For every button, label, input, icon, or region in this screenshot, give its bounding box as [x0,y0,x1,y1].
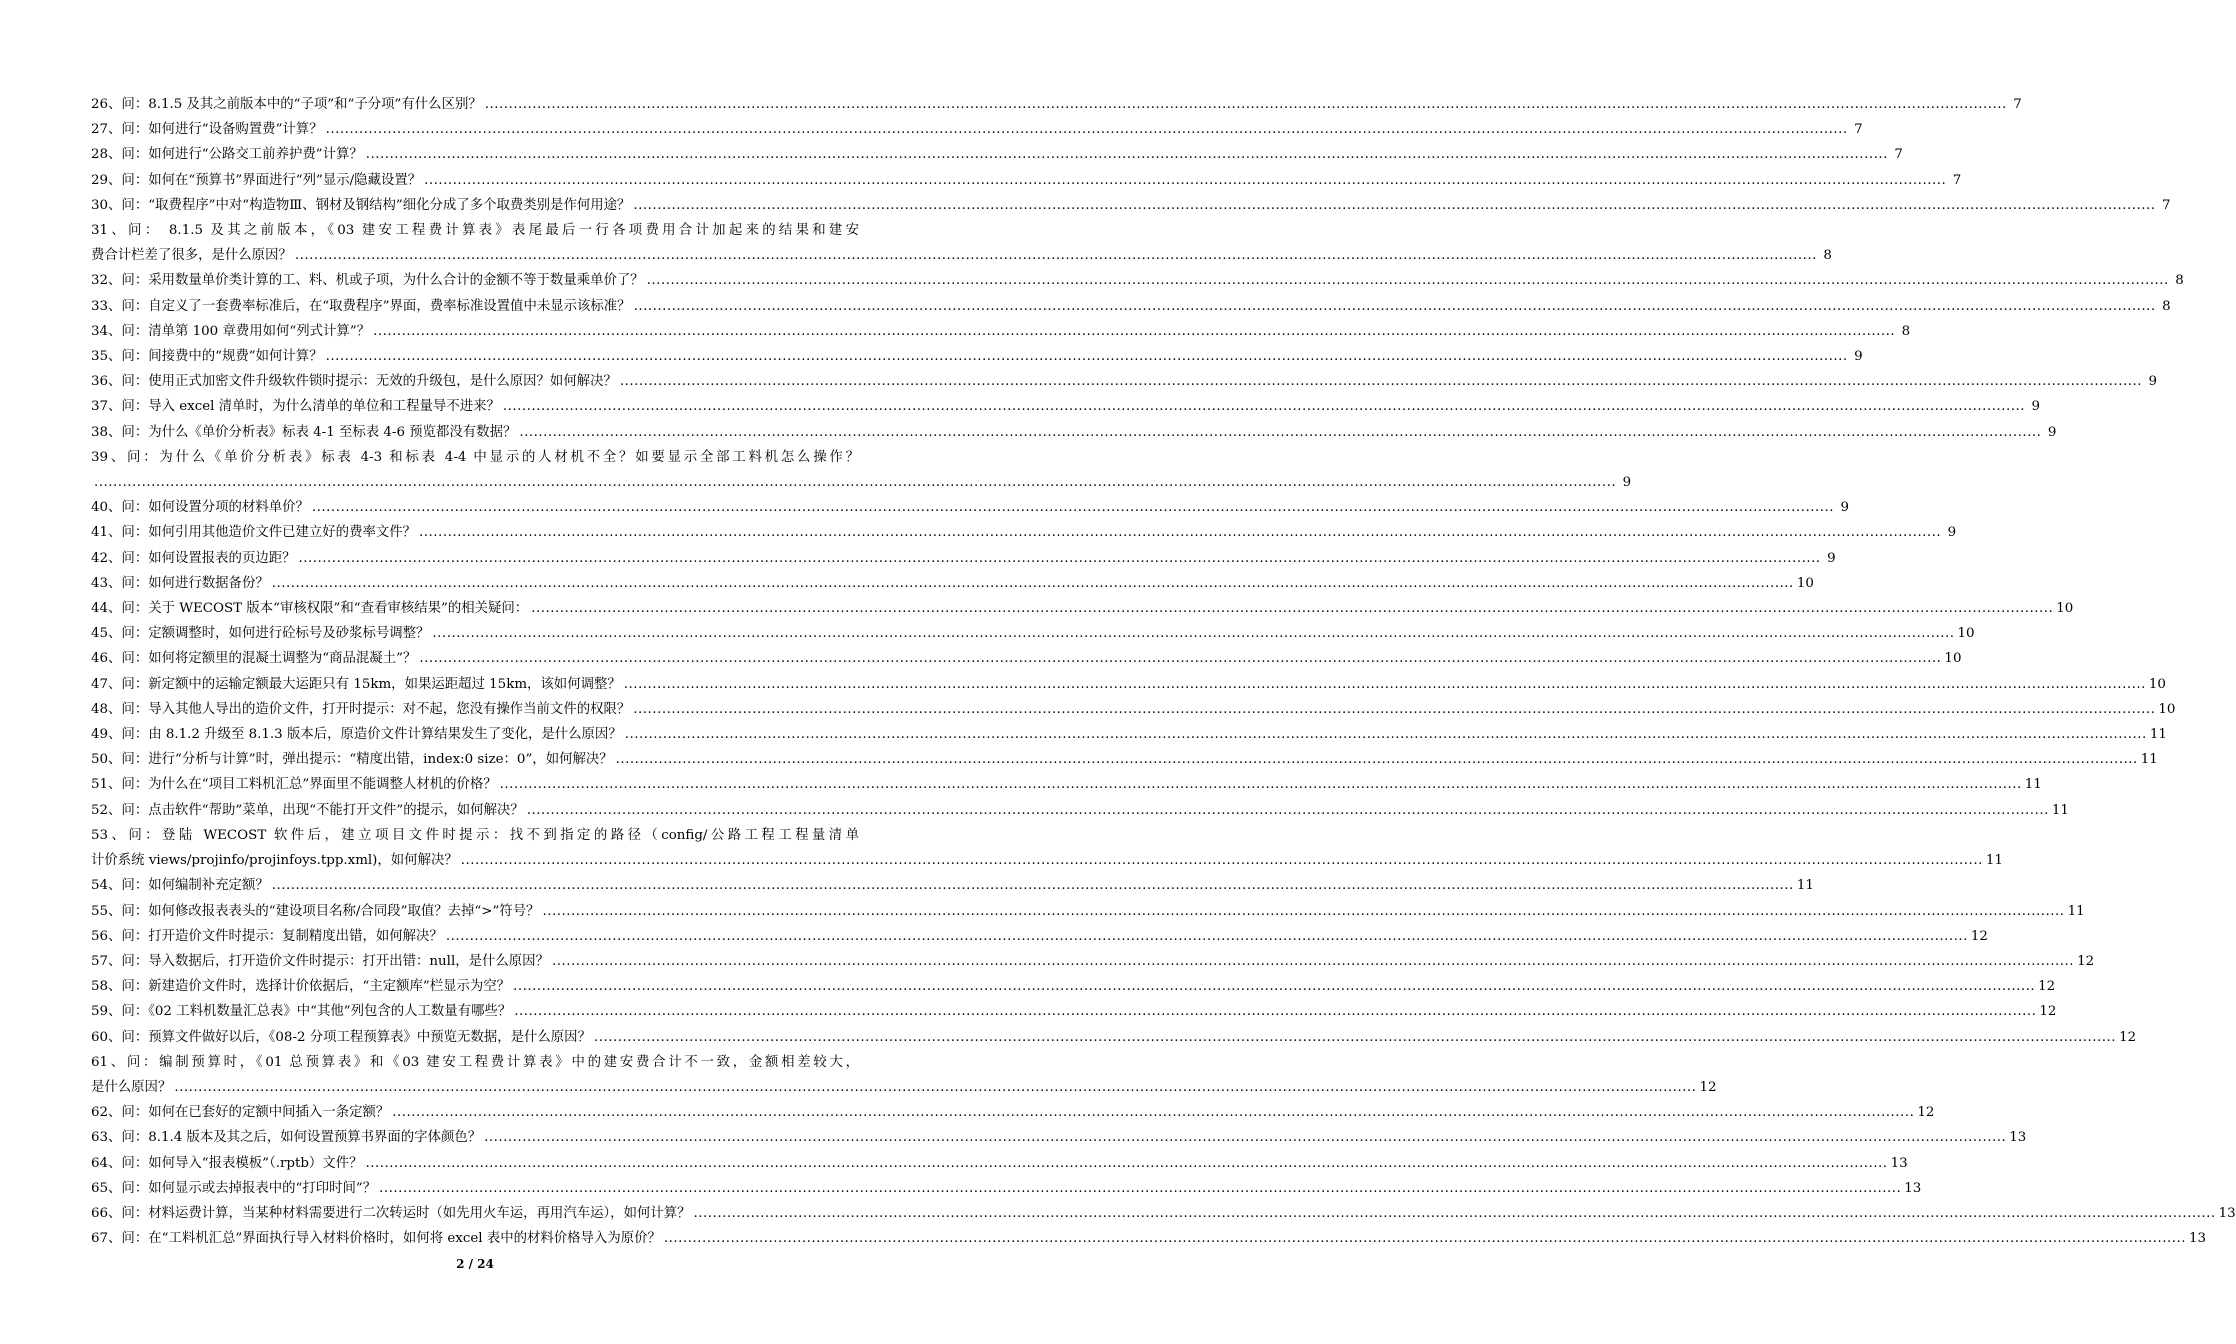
dot-leader [432,621,1954,646]
toc-page-number: 9 [1622,475,1632,491]
toc-entry-label: 46、问：如何将定额里的混凝土调整为“商品混凝土”？ [91,651,417,667]
dot-leader [634,294,2156,319]
toc-page-number: 8 [2162,298,2171,314]
toc-page-number: 7 [2013,97,2022,112]
toc-entry-label: 55、问：如何修改报表表头的“建设项目名称/合同段”取值？去掉“>”符号？ [91,903,540,919]
toc-page-number: 13 [2188,1231,2207,1247]
toc-entry-label: 49、问：由 8.1.2 升级至 8.1.3 版本后，原造价文件计算结果发生了变化，是什么原因？ [91,727,622,743]
dot-leader [366,142,1888,167]
dot-leader [625,722,2147,747]
dot-leader [326,344,1848,369]
toc-entry-label: 29、问：如何在“预算书”界面进行“列”显示/隐藏设置？ [91,172,422,188]
toc-entry[interactable] [91,369,2157,394]
toc-entry[interactable] [91,319,1911,344]
toc-entry-label-line1: 39、问：为什么《单价分析表》标表 4-3 和标表 4-4 中显示的人材机不全？如要显示全部工料机怎么操作？ [91,449,859,465]
toc-entry[interactable] [91,899,2085,924]
dot-leader [379,1176,1901,1201]
toc-page-number: 12 [1917,1105,1935,1121]
dot-leader [446,924,1968,949]
toc-page-number: 10 [2158,701,2176,717]
toc-page-number: 12 [1970,928,1988,944]
dot-leader [531,596,2053,621]
toc-entry-label: 47、问：新定额中的运输定额最大运距只有 15km，如果运距超过 15km，该如何调整？ [91,676,621,692]
toc-page-number: 11 [2140,752,2158,768]
toc-entry[interactable] [91,142,1903,167]
toc-entry-label: 28、问：如何进行“公路交工前养护费”计算？ [91,147,363,163]
dot-leader [419,520,1941,545]
toc-entry-label: 37、问：导入 excel 清单时，为什么清单的单位和工程量导不进来？ [91,399,500,415]
dot-leader [624,672,2146,697]
toc-entry-label: 63、问：8.1.4 版本及其之后，如何设置预算书界面的字体颜色？ [91,1130,482,1146]
toc-entry-label: 45、问：定额调整时，如何进行砼标号及砂浆标号调整？ [91,626,430,642]
toc-page-number: 12 [2038,979,2056,995]
dot-leader [365,1151,1887,1176]
toc-entry-label: 65、问：如何显示或去掉报表中的“打印时间”？ [91,1180,377,1196]
dot-leader [272,873,1794,898]
toc-entry[interactable] [91,294,2171,319]
toc-entry-label-line2: 费合计栏差了很多，是什么原因？ [91,248,292,264]
dot-leader [484,1125,2006,1150]
dot-leader [694,1201,2216,1226]
toc-page-number: 12 [2077,953,2095,969]
dot-leader [500,772,2022,797]
toc-entry-label: 67、问：在“工料机汇总”界面执行导入材料价格时，如何将 excel 表中的材料价格导入为原价？ [91,1231,661,1247]
dot-leader [620,369,2142,394]
toc-page-number: 9 [2047,424,2057,440]
toc-page-number: 7 [1952,172,1962,188]
toc-page-number: 12 [2039,1004,2057,1020]
toc-entry[interactable] [91,1201,2236,1226]
toc-entry[interactable] [91,772,2042,797]
page-number: 2 / 24 [456,1257,494,1271]
toc-entry-label-line2: 计价系统 views/projinfo/projinfoys.tpp.xml)，如何解决？ [91,853,458,869]
toc-entry-line2 [91,243,1832,268]
toc-entry-multiline[interactable] [91,1050,1717,1100]
toc-entry-label: 50、问：进行“分析与计算”时，弹出提示：“精度出错，index:0 size：0”，如何解决？ [91,752,613,768]
toc-entry-label-line1: 31、问： 8.1.5 及其之前版本，《03 建安工程费计算表》表尾最后一行各项费用合计加起来的结果和建安 [91,223,859,239]
toc-entry[interactable] [91,168,1962,193]
toc-page-number: 12 [1699,1079,1717,1095]
toc-page-number: 11 [2067,903,2085,919]
toc-entry-label: 32、问：采用数量单价类计算的工、料、机或子项，为什么合计的金额不等于数量乘单价了？ [91,273,644,289]
toc-page-number: 13 [2218,1205,2236,1221]
toc-entry[interactable] [91,1226,2207,1251]
toc-entry-label: 34、问：清单第 100 章费用如何“列式计算”？ [91,323,371,339]
toc-page-number: 8 [1901,323,1911,339]
toc-entry[interactable] [91,722,2167,747]
dot-leader [299,546,1821,571]
dot-leader [594,1025,2116,1050]
toc-entry[interactable] [91,798,2069,823]
toc-page-number: 11 [2024,777,2042,793]
toc-page-number: 10 [2148,676,2166,692]
dot-leader [664,1226,2186,1251]
toc-page-number: 9 [1854,349,1863,365]
dot-leader [633,193,2155,218]
dot-leader [633,697,2155,722]
toc-page-number: 9 [2148,374,2157,390]
toc-page-number: 13 [1904,1180,1922,1196]
toc-page-number: 12 [2119,1029,2137,1045]
dot-leader [485,92,2007,117]
toc-entry[interactable] [91,999,2057,1024]
dot-leader [461,848,1983,873]
toc-entry[interactable] [91,495,1849,520]
toc-entry-label: 41、问：如何引用其他造价文件已建立好的费率文件？ [91,525,417,541]
toc-page-number: 7 [1854,122,1863,138]
toc-page-number: 11 [1796,878,1814,894]
toc-entry[interactable] [91,520,1957,545]
toc-entry-label: 35、问：间接费中的“规费”如何计算？ [91,349,323,365]
toc-page-number: 13 [2009,1130,2027,1146]
toc-page-number: 10 [1944,651,1962,667]
toc-entry[interactable] [91,546,1836,571]
toc-entry-label: 59、问：《02 工料机数量汇总表》中“其他”列包含的人工数量有哪些？ [91,1004,512,1020]
toc-entry-label: 64、问：如何导入“报表模板”（.rptb）文件？ [91,1155,363,1171]
toc-entry[interactable] [91,1151,1908,1176]
toc-entry-multiline[interactable] [91,218,1832,268]
toc-page-number: 10 [2056,601,2074,617]
toc-entry-multiline[interactable] [91,445,1632,495]
toc-entry[interactable] [91,747,2158,772]
dot-leader [312,495,1834,520]
toc-page-number: 8 [1823,248,1832,264]
toc-entry-label: 48、问：导入其他人导出的造价文件，打开时提示：对不起，您没有操作当前文件的权限？ [91,701,631,717]
toc-entry-label: 62、问：如何在已套好的定额中间插入一条定额？ [91,1105,390,1121]
toc-entry[interactable] [91,924,1988,949]
toc-entry[interactable] [91,571,1814,596]
toc-entry[interactable] [91,1176,1922,1201]
toc-entry-label: 52、问：点击软件“帮助”菜单，出现“不能打开文件”的提示，如何解决？ [91,802,524,818]
toc-page-number: 7 [2161,197,2171,213]
toc-entry-label: 43、问：如何进行数据备份？ [91,575,269,591]
toc-page-number: 9 [2031,399,2040,415]
toc-page-number: 13 [1890,1155,1908,1171]
toc-entry-label: 58、问：新建造价文件时，选择计价依据后，“主定额库”栏显示为空？ [91,979,511,995]
dot-leader [94,470,1616,495]
dot-leader [503,394,2025,419]
toc-page-number: 11 [2051,802,2069,818]
toc-entry-label: 33、问：自定义了一套费率标准后，在“取费程序”界面，费率标准设置值中未显示该标准？ [91,298,631,314]
dot-leader [392,1100,1914,1125]
toc-entry[interactable] [91,344,1863,369]
toc-entry[interactable] [91,268,2184,293]
dot-leader [424,168,1946,193]
toc-entry-label: 38、问：为什么《单价分析表》标表 4-1 至标表 4-6 预览都没有数据？ [91,424,517,440]
toc-entry[interactable] [91,117,1863,142]
dot-leader [514,999,2036,1024]
toc-page-number: 8 [2175,273,2184,289]
dot-leader [174,1075,1696,1100]
toc-entry-label-line1: 53、问：登陆 WECOST 软件后，建立项目文件时提示：找不到指定的路径（config/公路工程工程量清单 [91,827,859,843]
toc-page-number: 10 [1796,575,1814,591]
toc-entry[interactable] [91,394,2040,419]
toc-entry-multiline[interactable] [91,823,2003,873]
toc-entry[interactable] [91,974,2056,999]
toc-entry[interactable] [91,621,1975,646]
dot-leader [616,747,2138,772]
toc-entry-label: 51、问：为什么在“项目工料机汇总”界面里不能调整人材机的价格？ [91,777,497,793]
toc-entry[interactable] [91,949,2095,974]
toc-entry[interactable] [91,672,2166,697]
toc-entry[interactable] [91,92,2022,117]
toc-entry-label: 36、问：使用正式加密文件升级软件锁时提示：无效的升级包，是什么原因？如何解决？ [91,374,617,390]
toc-entry-label: 54、问：如何编制补充定额？ [91,878,269,894]
dot-leader [295,243,1817,268]
toc-entry-label: 40、问：如何设置分项的材料单价？ [91,500,309,516]
dot-leader [272,571,1794,596]
toc-entry-label: 56、问：打开造价文件时提示：复制精度出错，如何解决？ [91,928,443,944]
toc-page-number: 9 [1947,525,1957,541]
dot-leader [552,949,2074,974]
toc-entry[interactable] [91,646,1962,671]
toc-entry-line2 [91,848,2003,873]
toc-entry-label: 60、问：预算文件做好以后，《08-2 分项工程预算表》中预览无数据，是什么原因？ [91,1029,591,1045]
dot-leader [513,974,2035,999]
toc-entry-label: 57、问：导入数据后，打开造价文件时提示：打开出错：null，是什么原因？ [91,953,549,969]
toc-page-number: 10 [1957,626,1975,642]
toc-entry-label-line2: 是什么原因？ [91,1079,172,1095]
toc-entry-line2 [91,470,1632,495]
toc-page-number: 7 [1894,147,1903,163]
toc-entry[interactable] [91,697,2176,722]
toc-entry-label: 27、问：如何进行“设备购置费”计算？ [91,122,323,138]
toc-page-number: 9 [1827,550,1836,566]
toc-entry-label-line1: 61、问：编制预算时，《01 总预算表》和《03 建安工程费计算表》中的建安费合计不一致，金额相差较大， [91,1054,859,1070]
dot-leader [373,319,1895,344]
dot-leader [419,646,1941,671]
toc-entry[interactable] [91,1125,2027,1150]
toc-entry[interactable] [91,873,1814,898]
toc-entry-label: 66、问：材料运费计算，当某种材料需要进行二次转运时（如先用火车运，再用汽车运），如何计算？ [91,1205,691,1221]
toc-page-number: 11 [2149,727,2167,743]
toc-entry[interactable] [91,1100,1935,1125]
toc-entry-line2 [91,1075,1717,1100]
dot-leader [519,420,2041,445]
dot-leader [326,117,1848,142]
dot-leader [647,268,2169,293]
toc-entry-label: 26、问：8.1.5 及其之前版本中的“子项”和“子分项”有什么区别？ [91,97,482,112]
toc-entry-label: 44、问：关于 WECOST 版本“审核权限”和“查看审核结果”的相关疑问： [91,601,529,617]
toc-page-number: 9 [1840,500,1849,516]
toc-entry[interactable] [91,596,2074,621]
table-of-contents [91,92,2236,1251]
dot-leader [542,899,2064,924]
toc-entry[interactable] [91,193,2171,218]
dot-leader [527,798,2049,823]
toc-entry[interactable] [91,420,2057,445]
toc-entry[interactable] [91,1025,2137,1050]
toc-page-number: 11 [1985,853,2003,869]
toc-entry-label: 30、问：“取费程序”中对“构造物Ⅲ、钢材及钢结构”细化分成了多个取费类别是作何用途？ [91,197,631,213]
toc-entry-label: 42、问：如何设置报表的页边距？ [91,550,296,566]
